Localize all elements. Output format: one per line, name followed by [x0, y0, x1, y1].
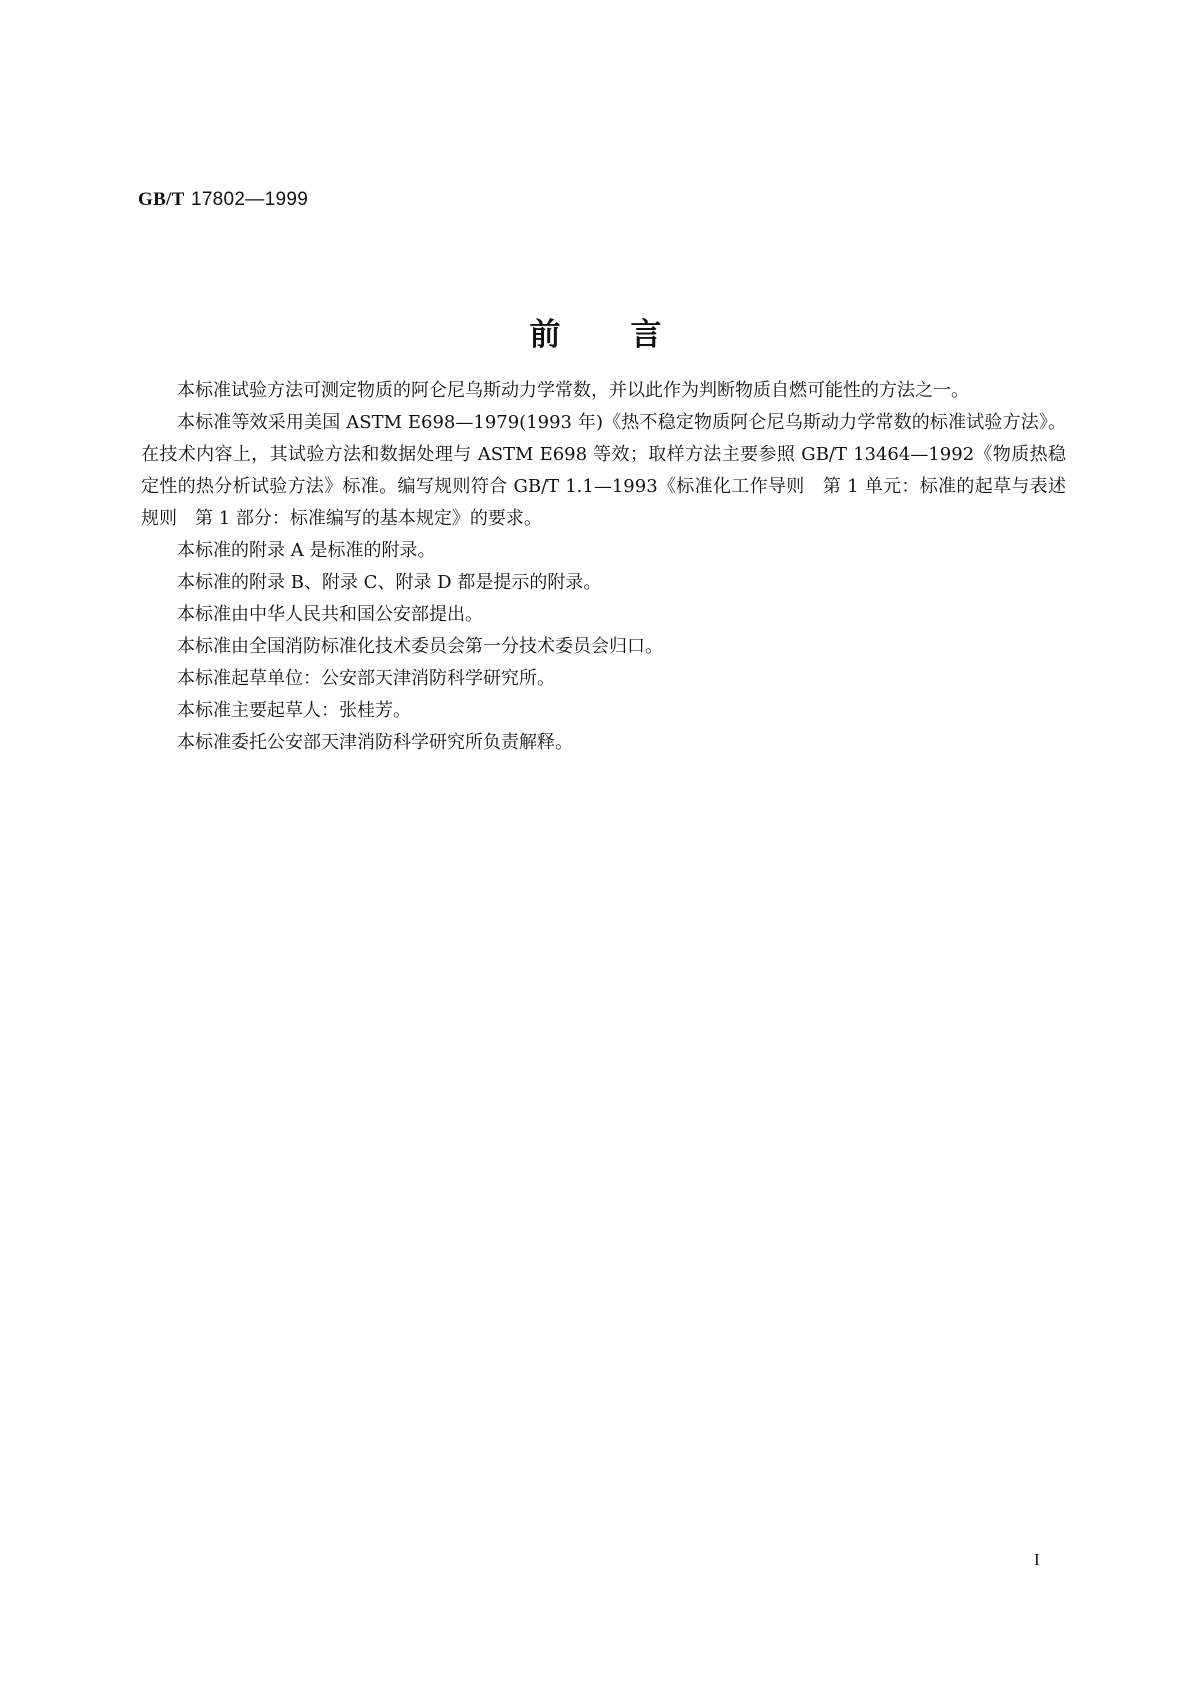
- standard-code-header: [138, 188, 308, 211]
- standard-prefix: GB/T: [138, 189, 185, 210]
- paragraph-annex-a: 本标准的附录 A 是标准的附录。: [177, 540, 436, 561]
- paragraph-annex-bcd: 本标准的附录 B、附录 C、附录 D 都是提示的附录。: [177, 572, 602, 593]
- paragraph-drafting-unit: 本标准起草单位：公安部天津消防科学研究所。: [177, 668, 555, 689]
- paragraph-equivalence: 本标准等效采用美国 ASTM E698—1979(1993 年)《热不稳定物质阿仑尼乌斯动力学常数的标准试验方法》。在技术内容上，其试验方法和数据处理与 ASTM E698 等效；取样方法主要参照 GB/T 13464—1992《物质热稳定性的热分析试验方法》标准。编写规则符合 GB/T 1.1—1993《标准化工作导则 第 1 单元：标准的起草与表述规则 第 1 部分：标准编写的基本规定》的要求。: [141, 412, 1066, 529]
- paragraph-interpretation: 本标准委托公安部天津消防科学研究所负责解释。: [177, 732, 573, 753]
- paragraph-committee: 本标准由全国消防标准化技术委员会第一分技术委员会归口。: [177, 636, 663, 657]
- standard-number: 17802—1999: [190, 189, 309, 210]
- paragraph-proposer: 本标准由中华人民共和国公安部提出。: [177, 604, 483, 625]
- page-title: 前言: [529, 317, 732, 353]
- foreword-body: [141, 375, 1066, 759]
- paragraph-scope: 本标准试验方法可测定物质的阿仑尼乌斯动力学常数，并以此作为判断物质自燃可能性的方法之一。: [177, 380, 969, 401]
- paragraph-drafter: 本标准主要起草人：张桂芳。: [177, 700, 411, 721]
- page-number: I: [1034, 1550, 1040, 1569]
